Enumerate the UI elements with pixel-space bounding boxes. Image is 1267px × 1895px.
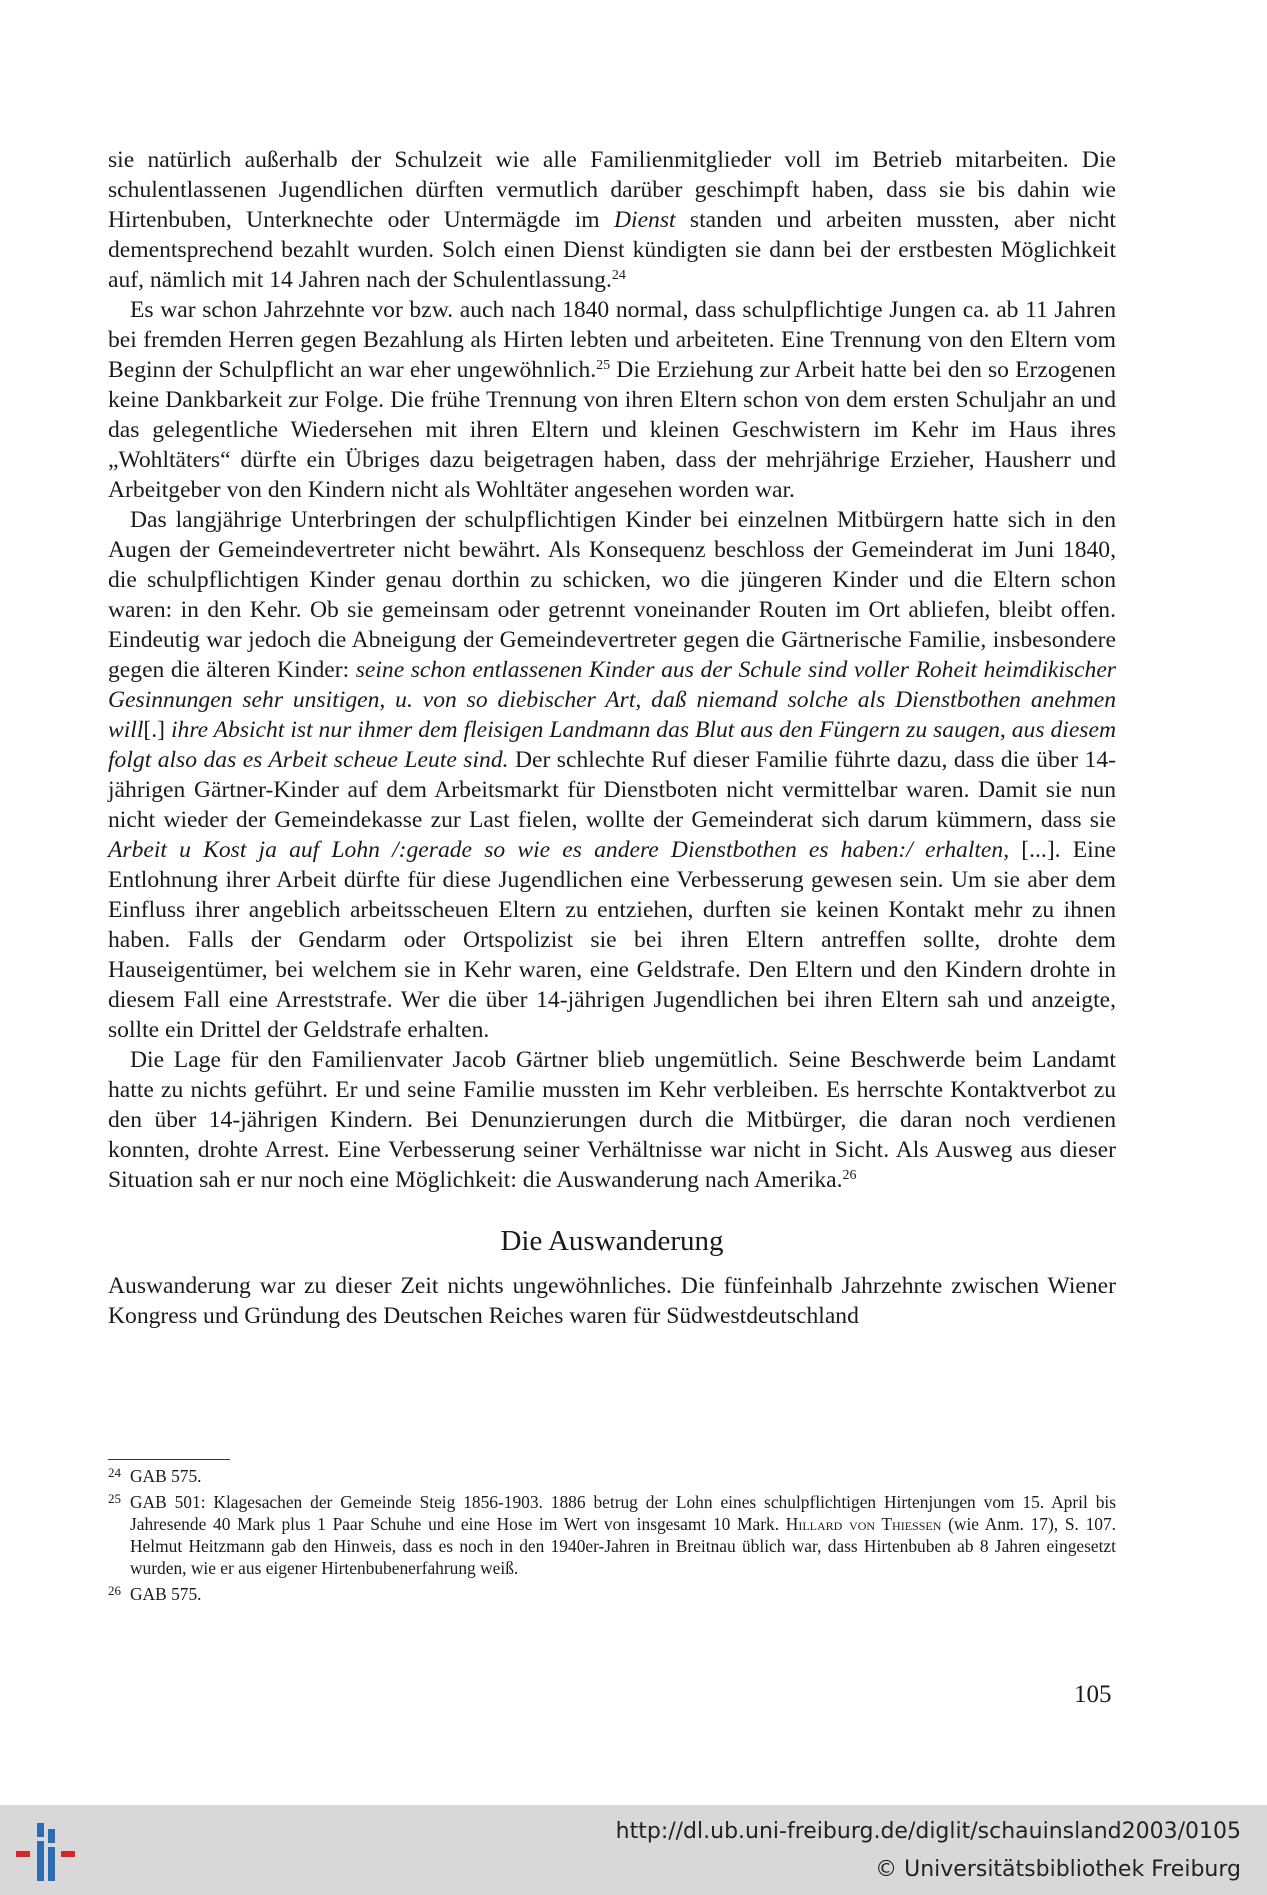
paragraph-5: Auswanderung war zu dieser Zeit nichts ungewöhnliches. Die fünfeinhalb Jahrzehnte zwischen Wiener Kongress und Gründung des Deutschen Reiches waren für Südwestdeutschland xyxy=(108,1273,1116,1329)
italic-quote: Dienst xyxy=(613,207,676,233)
footnote-ref-25[interactable]: 25 xyxy=(596,358,611,373)
section-title: Die Auswanderung xyxy=(500,1225,724,1257)
footnote-26: 26 GAB 575. xyxy=(108,1583,202,1604)
viewer-footer xyxy=(0,1805,1267,1895)
paragraph-1: sie natürlich außerhalb der Schulzeit wie alle Familienmitglieder voll im Betrieb mitarbeiten. Die schulentlassenen Jugendlichen dürften vermutlich darüber geschimpft haben, dass sie bis dahin wie Hirtenbuben, Unterknechte oder Untermägde im Dienst standen und arbeiten mussten, aber nicht dementsprechend bezahlt wurden. Solch einen Dienst kündigten sie dann bei der erstbesten Möglichkeit auf, nämlich mit 14 Jahren nach der Schulentlassung.$^{24}$ xyxy=(108,147,1116,293)
main-text xyxy=(108,145,1116,1331)
ub-freiburg-logo-icon[interactable] xyxy=(10,1819,80,1885)
footnotes xyxy=(108,1465,1116,1609)
footnote-number: 26 xyxy=(108,1583,121,1598)
footnote-divider xyxy=(108,1459,230,1460)
footnote-number: 25 xyxy=(108,1491,121,1506)
paragraph-3: Das langjährige Unterbringen der schulpflichtigen Kinder bei einzelnen Mitbürgern hatte sich in den Augen der Gemeindevertreter nicht bewährt. Als Konsequenz beschloss der Gemeinderat im Juni 1840, die schulpflichtigen Kinder genau dorthin zu schicken, wo die jüngeren Kinder und die Eltern schon waren: in den Kehr. Ob sie gemeinsam oder getrennt voneinander Routen im Ort abliefen, bleibt offen. Eindeutig war jedoch die Abneigung der Gemeindevertreter gegen die Gärtnerische Familie, insbesondere gegen die älteren Kinder: seine schon entlassenen Kinder aus der Schule sind voller Roheit heimdikischer Gesinnungen sehr unsitigen, u. von so diebischer Art, daß niemand solche als Dienstbothen anehmen will[.] ihre Absicht ist nur ihmer dem fleisigen Landmann das Blut aus den Füngern zu saugen, aus diesem folgt also das es Arbeit scheue Leute sind. Der schlechte Ruf dieser Familie führte dazu, dass die über 14-jährigen Gärtner-Kinder auf dem Arbeitsmarkt für Dienstboten nicht vermittelbar waren. Damit sie nun nicht wieder der Gemeindekasse zur Last fielen, wollte der Gemeinderat sich darum kümmern, dass sie Arbeit u Kost ja auf Lohn /:gerade so wie es andere Dienstbothen es haben:/ erhalten, [...]. Eine Entlohnung ihrer Arbeit dürfte für diese Jugendlichen eine Verbesserung gewesen sein. Um sie aber dem Einfluss ihrer angeblich arbeitsscheuen Eltern zu entziehen, durften sie keinen Kontakt mehr zu ihnen haben. Falls der Gendarm oder Ortspolizist sie bei ihren Eltern antreffen sollte, drohte dem Hauseigentümer, bei welchem sie in Kehr waren, eine Geldstrafe. Den Eltern und den Kindern drohte in diesem Fall eine Arreststrafe. Wer die über 14-jährigen Jugendlichen bei ihren Eltern sah und anzeigte, sollte ein Drittel der Geldstrafe erhalten. xyxy=(108,507,1116,1043)
footnote-25: 25 GAB 501: Klagesachen der Gemeinde Steig 1856-1903. 1886 betrug der Lohn eines schulpflichtigen Hirtenjungen vom 15. April bis Jahresende 40 Mark plus 1 Paar Schuhe und eine Hose im Wert von insgesamt 10 Mark. Hillard von Thiessen (wie Anm. 17), S. 107. Helmut Heitzmann gab den Hinweis, dass es noch in den 1940er-Jahren in Breitnau üblich war, dass Hirtenbuben ab 8 Jahren eingesetzt wurden, wie er aus eigener Hirtenbubenerfahrung weiß. xyxy=(108,1491,1117,1578)
italic-quote: ihre Absicht ist nur ihmer dem fleisigen Landmann das Blut aus den Füngern zu saugen, aus diesem folgt also das es Arbeit scheue Leute sind. xyxy=(108,717,1116,773)
italic-quote: seine schon entlassenen Kinder aus der Schule sind voller Roheit heimdikischer Gesinnungen sehr unsitigen, u. von so diebischer Art, daß niemand solche als Dienstbothen anehmen will xyxy=(108,657,1116,743)
document-url[interactable]: http://dl.ub.uni-freiburg.de/diglit/schauinsland2003/0105 xyxy=(615,1819,1241,1844)
copyright-notice: © Universitätsbibliothek Freiburg xyxy=(875,1857,1241,1882)
footnote-number: 24 xyxy=(108,1465,121,1480)
footnote-ref-26[interactable]: 26 xyxy=(842,1168,857,1183)
paragraph-2: Es war schon Jahrzehnte vor bzw. auch nach 1840 normal, dass schulpflichtige Jungen ca. ab 11 Jahren bei fremden Herren gegen Bezahlung als Hirten lebten und arbeiteten. Eine Trennung von den Eltern vom Beginn der Schulpflicht an war eher ungewöhnlich.$^{25}$ Die Erziehung zur Arbeit hatte bei den so Erzogenen keine Dankbarkeit zur Folge. Die frühe Trennung von ihren Eltern schon von dem ersten Schuljahr an und das gelegentliche Wiedersehen mit ihren Eltern und kleinen Geschwistern im Kehr im Haus ihres „Wohltäters“ dürfte ein Übriges dazu beigetragen haben, dass der mehrjährige Erzieher, Hausherr und Arbeitgeber von den Kindern nicht als Wohltäter angesehen worden war. xyxy=(108,297,1116,503)
footnote-24: 24 GAB 575. xyxy=(108,1465,202,1486)
italic-quote: Arbeit u Kost ja auf Lohn /:gerade so wie es andere Dienstbothen es haben:/ erhalten, xyxy=(108,837,1010,863)
page-number: 105 xyxy=(1074,1681,1112,1708)
paragraph-4: Die Lage für den Familienvater Jacob Gärtner blieb ungemütlich. Seine Beschwerde beim Landamt hatte zu nichts geführt. Er und seine Familie mussten im Kehr verbleiben. Es herrschte Kontaktverbot zu den über 14-jährigen Kindern. Bei Denunzierungen durch die Mitbürger, die daran noch verdienen konnten, drohte Arrest. Eine Verbesserung seiner Verhältnisse war nicht in Sicht. Als Ausweg aus dieser Situation sah er nur noch eine Möglichkeit: die Auswanderung nach Amerika.$^{26}$ xyxy=(108,1047,1116,1193)
footnote-ref-24[interactable]: 24 xyxy=(611,268,626,283)
author-name: Hillard von Thiessen xyxy=(785,1514,942,1534)
